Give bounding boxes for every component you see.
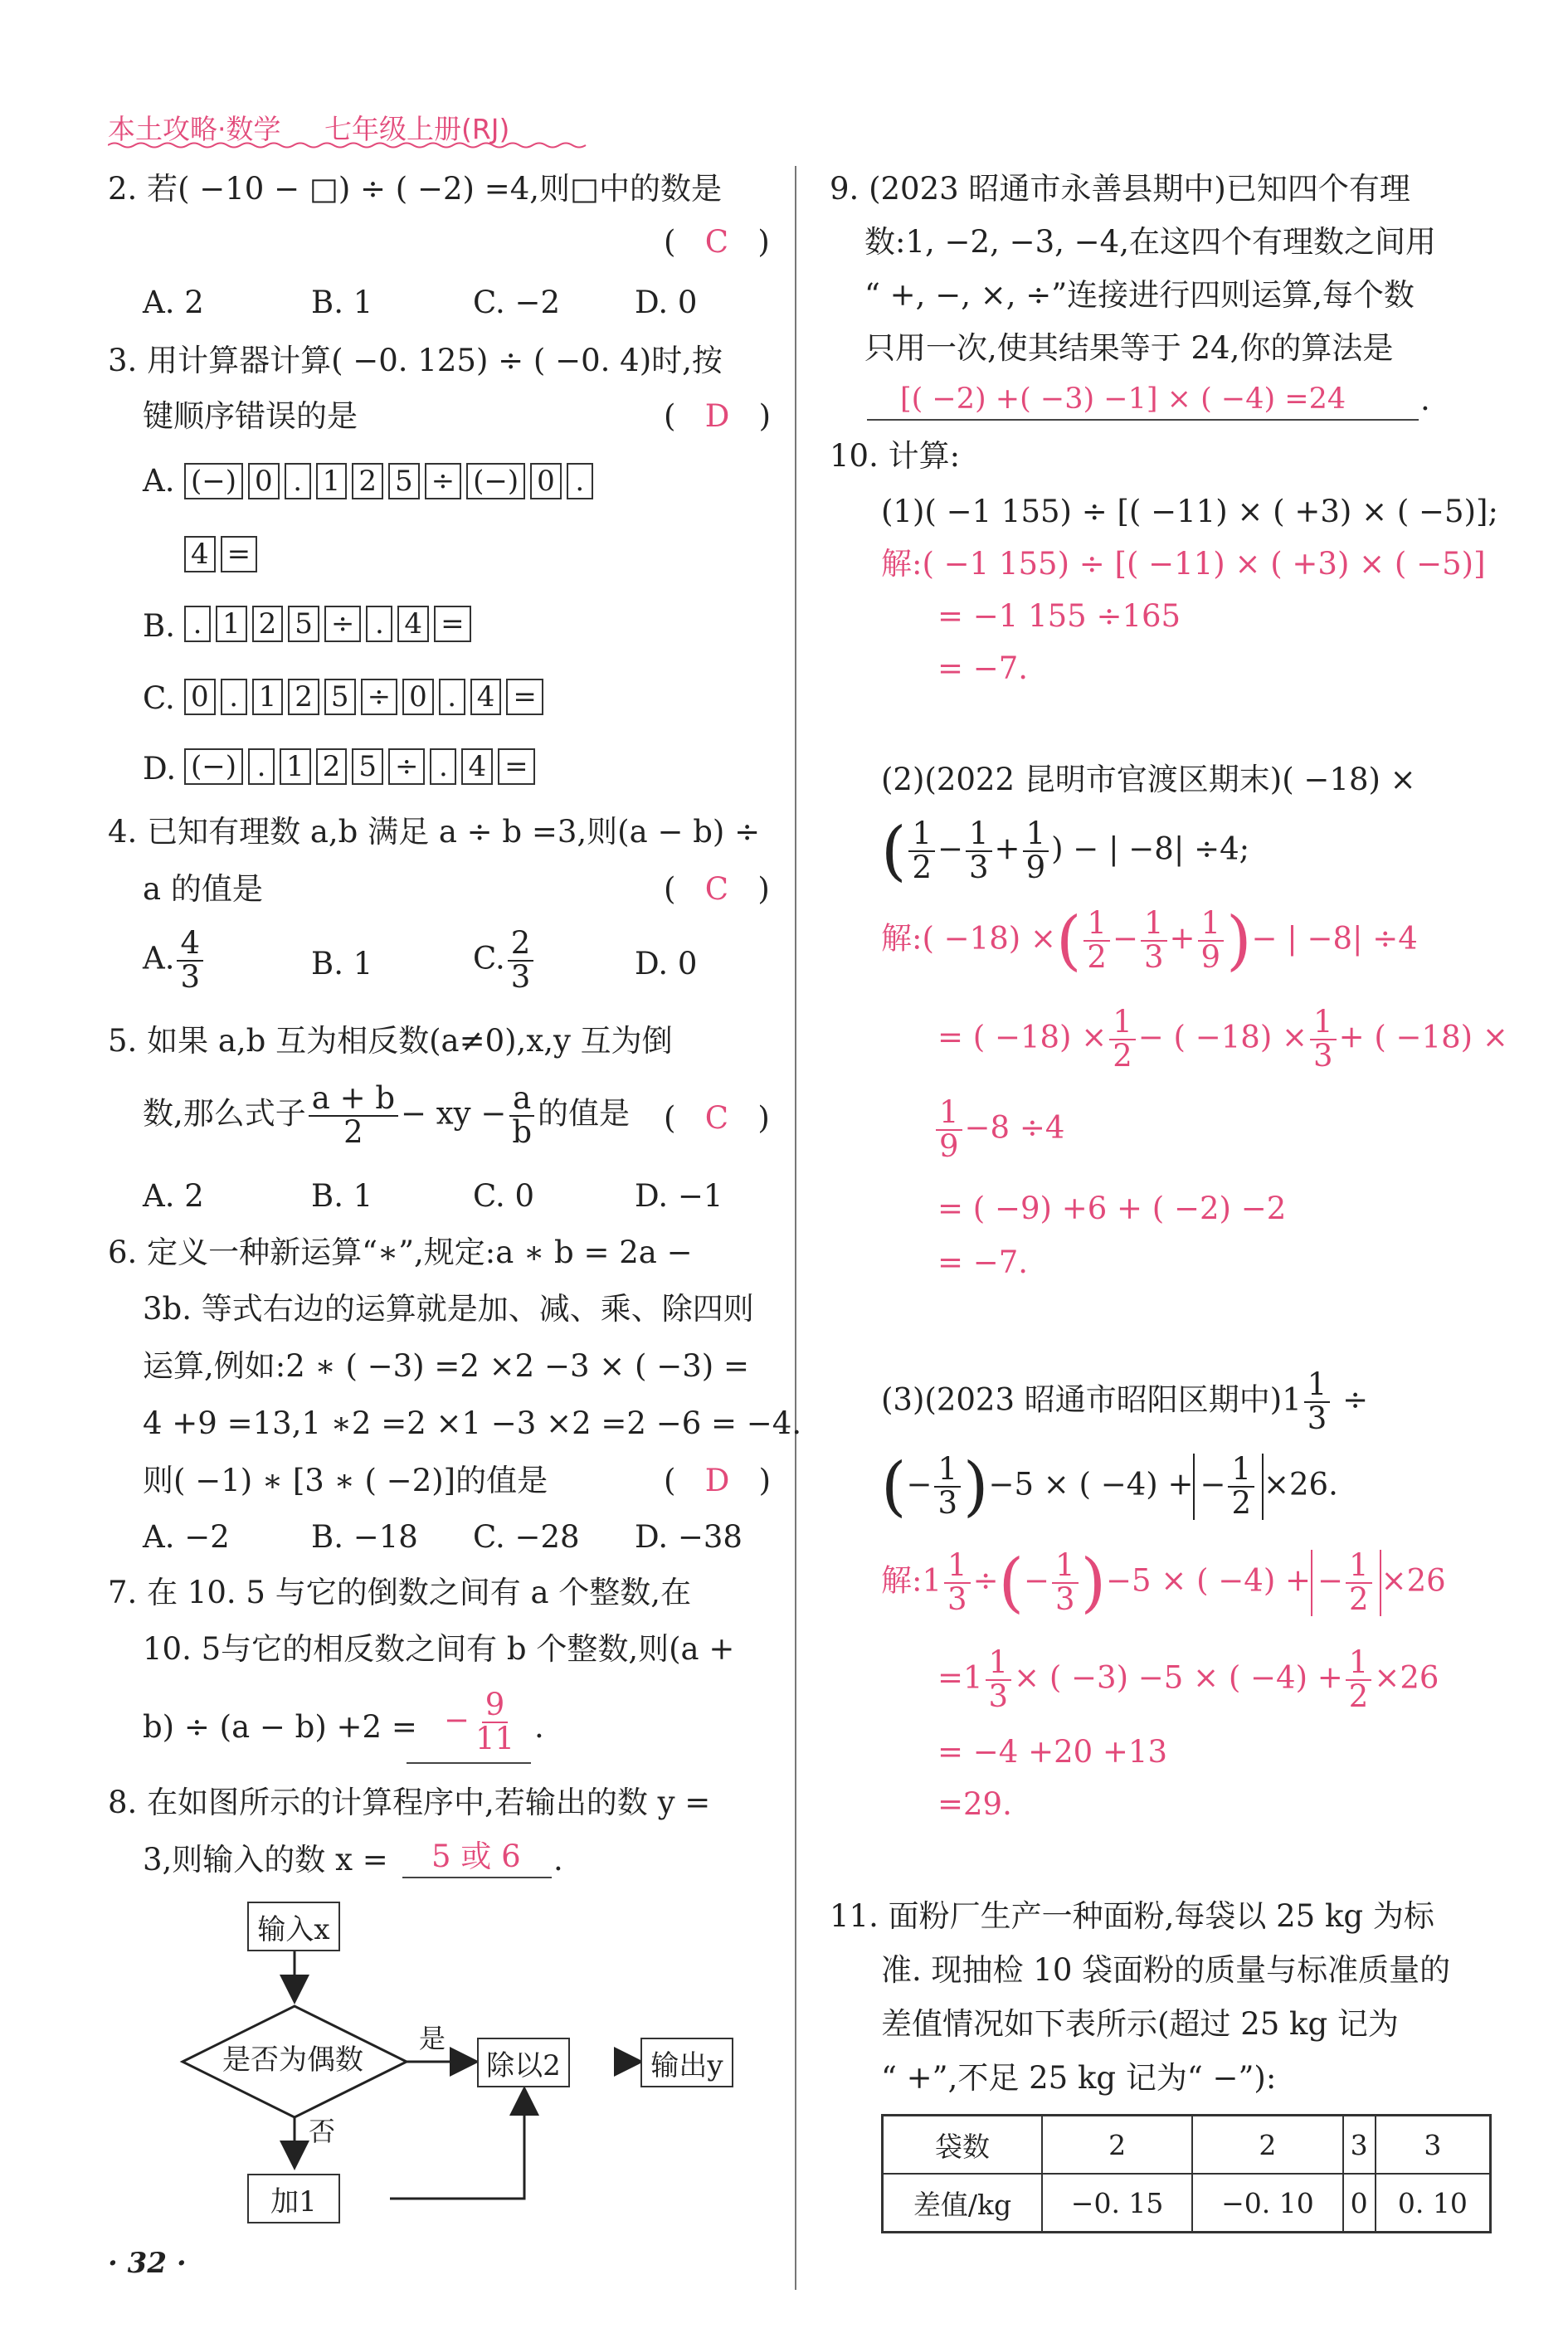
q6-line2: 3b. 等式右边的运算就是加、减、乘、除四则 — [143, 1291, 754, 1327]
header-wavy-line — [108, 141, 589, 149]
q11-line1: 11. 面粉厂生产一种面粉,每袋以 25 kg 为标 — [830, 1898, 1434, 1934]
fraction-numerator: 1 — [1198, 908, 1225, 942]
paren-open: ( — [881, 813, 907, 889]
q3-option-b-label: B. — [143, 608, 175, 644]
fraction-denominator: 2 — [1113, 1037, 1132, 1074]
q4-answer: C — [704, 871, 729, 907]
q3-option-c-keys — [184, 679, 543, 715]
q3-option-d-label: D. — [143, 751, 177, 787]
q6-option-b: B. −18 — [311, 1519, 418, 1555]
q5-option-a: A. 2 — [143, 1178, 204, 1214]
table-cell: −0. 10 — [1192, 2174, 1342, 2233]
q4-option-a — [143, 925, 206, 995]
fraction-numerator: 1 — [966, 818, 992, 852]
fraction-numerator: 1 — [1346, 1550, 1372, 1584]
solution-text: 解:( −18) × — [881, 920, 1056, 957]
flow-divide-box: 除以2 — [477, 2038, 570, 2087]
table-cell: 0. 10 — [1376, 2174, 1491, 2233]
calc-key: . — [366, 606, 392, 642]
calc-key: 0 — [184, 679, 216, 715]
fraction-denominator: 3 — [510, 958, 531, 995]
header-title: 本土攻略·数学 — [108, 113, 281, 145]
q2-option-b: B. 1 — [311, 285, 373, 320]
q11-line2: 准. 现抽检 10 袋面粉的质量与标准质量的 — [881, 1952, 1451, 1988]
solution-text: ×26 — [1381, 1562, 1446, 1599]
calc-key: 1 — [316, 463, 348, 499]
q7-line1: 7. 在 10. 5 与它的倒数之间有 a 个整数,在 — [108, 1575, 692, 1610]
calc-key: ÷ — [425, 463, 462, 499]
fraction-numerator: 1 — [1346, 1647, 1372, 1681]
solution-text: − ( −18) × — [1137, 1019, 1308, 1055]
calc-key: = — [506, 679, 543, 715]
q2-option-d: D. 0 — [635, 285, 698, 320]
flow-decision-label: 是否为偶数 — [222, 2043, 363, 2077]
q5-answer-slot: ( C ) — [664, 1100, 770, 1136]
q4-option-d: D. 0 — [635, 946, 698, 981]
calc-key: 4 — [184, 536, 216, 572]
solution-text: − | −8| ÷4 — [1251, 920, 1418, 957]
table-header-cell: 袋数 — [883, 2116, 1042, 2175]
q3-option-a-keys — [184, 463, 593, 499]
fraction-denominator: 2 — [1231, 1484, 1252, 1521]
fraction-denominator: 9 — [1025, 849, 1046, 885]
q9-line2: 数:1, −2, −3, −4,在这四个有理数之间用 — [864, 224, 1436, 260]
calc-key: ÷ — [361, 679, 398, 715]
q6-option-a: A. −2 — [143, 1519, 230, 1555]
calc-key: 0 — [530, 463, 562, 499]
calc-key: . — [285, 463, 311, 499]
calc-key: (−) — [466, 463, 525, 499]
fraction-numerator: a + b — [309, 1083, 398, 1117]
q2-answer-slot: ( C ) — [664, 224, 770, 260]
q8-line1: 8. 在如图所示的计算程序中,若输出的数 y = — [108, 1785, 711, 1820]
q6-answer-slot: ( D ) — [664, 1463, 772, 1498]
q10-p1-question: (1)( −1 155) ÷ [( −11) × ( +3) × ( −5)]; — [881, 494, 1498, 529]
q2-text: 2. 若( −10 − □) ÷ ( −2) =4,则□中的数是 — [108, 171, 722, 207]
q10-p2-solution-4: = ( −9) +6 + ( −2) −2 — [937, 1191, 1287, 1226]
fraction-numerator: 1 — [908, 818, 935, 852]
page-number: · 32 · — [108, 2247, 187, 2280]
table-cell: 2 — [1042, 2116, 1192, 2175]
flow-output-box: 输出y — [640, 2038, 733, 2087]
table-cell: 0 — [1343, 2174, 1376, 2233]
q3-option-a-label: A. — [143, 463, 175, 499]
calc-key: (−) — [184, 748, 243, 785]
calc-key: 2 — [352, 463, 383, 499]
q5-option-b: B. 1 — [311, 1178, 373, 1214]
fraction-numerator: 1 — [1023, 818, 1049, 852]
table-cell: 3 — [1376, 2116, 1491, 2175]
q5-option-c: C. 0 — [473, 1178, 535, 1214]
q5-text-b: 的值是 — [538, 1095, 631, 1132]
calc-key: 4 — [397, 606, 429, 642]
q7-answer-underline — [407, 1762, 531, 1764]
fraction-numerator: 1 — [1052, 1550, 1079, 1584]
calc-key: 4 — [470, 679, 502, 715]
divide-sign: ÷ — [1342, 1381, 1369, 1418]
solution-text: −5 × ( −4) + — [1106, 1562, 1312, 1599]
q7-tail: . — [534, 1709, 544, 1745]
q10-p3-solution-4: =29. — [937, 1786, 1012, 1822]
q8-tail: . — [553, 1842, 563, 1878]
calc-key: 0 — [248, 463, 280, 499]
fraction-denominator: 3 — [1143, 938, 1164, 975]
fraction-numerator: 1 — [1304, 1369, 1331, 1403]
solution-text: ×26 — [1374, 1659, 1439, 1696]
table-row — [883, 2116, 1491, 2175]
calc-key: . — [221, 679, 247, 715]
fraction-denominator: 9 — [1200, 938, 1221, 975]
question-text: ×26. — [1264, 1466, 1338, 1503]
calc-key: . — [567, 463, 593, 499]
flow-yes-label: 是 — [419, 2023, 446, 2054]
header-book: 七年级上册(RJ) — [324, 113, 510, 145]
q4-option-b: B. 1 — [311, 946, 373, 981]
table-row — [883, 2174, 1491, 2233]
q11-line4: “ +”,不足 25 kg 记为“ −”): — [881, 2060, 1277, 2096]
flow-input-box: 输入x — [247, 1902, 340, 1951]
minus-sign: − — [906, 1466, 933, 1503]
calc-key: 5 — [388, 463, 420, 499]
q3-line1: 3. 用计算器计算( −0. 125) ÷ ( −0. 4)时,按 — [108, 343, 723, 378]
fraction-numerator: 9 — [482, 1689, 509, 1723]
minus-sign: − — [1024, 1562, 1050, 1599]
q10-p2-solution-1: 解:( −18) ×( $\frac{1}{2}$ − $\frac{1}{3}$ + $\frac{1}{9}$ )− | −8| ÷4 — [881, 903, 1418, 978]
q10-p3-question — [881, 1366, 1369, 1436]
fraction-denominator: 2 — [343, 1113, 363, 1150]
q5-answer: C — [704, 1100, 729, 1136]
fraction-numerator: 1 — [1083, 908, 1110, 942]
calc-key: = — [498, 748, 535, 785]
fraction-numerator: 1 — [1141, 908, 1167, 942]
calc-key: 4 — [461, 748, 493, 785]
q10-p2-tail: ) − | −8| ÷4; — [1051, 830, 1250, 867]
fraction-numerator: 2 — [508, 928, 534, 962]
q3-answer: D — [704, 398, 730, 434]
q4-option-c-label: C. — [473, 940, 505, 977]
calc-key: = — [434, 606, 471, 642]
q10-title: 10. 计算: — [830, 438, 961, 474]
solution-text: −8 ÷4 — [964, 1109, 1065, 1146]
calc-key: . — [248, 748, 275, 785]
calc-key: 2 — [252, 606, 284, 642]
fraction-denominator: 11 — [475, 1720, 515, 1756]
table-header-cell: 差值/kg — [883, 2174, 1042, 2233]
flow-add-box: 加1 — [247, 2174, 340, 2223]
q3-answer-slot: ( D ) — [664, 398, 772, 434]
fraction-denominator: 3 — [1313, 1037, 1333, 1074]
q9-answer: [( −2) +( −3) −1] × ( −4) =24 — [900, 382, 1346, 416]
q5-option-d: D. −1 — [635, 1178, 723, 1214]
calc-key: (−) — [184, 463, 243, 499]
fraction-denominator: b — [512, 1113, 533, 1150]
solution-text: + ( −18) × — [1338, 1019, 1508, 1055]
q4-option-a-label: A. — [143, 940, 175, 977]
q10-p2-question: (2)(2022 昆明市官渡区期末)( −18) × — [881, 762, 1416, 797]
flow-no-label: 否 — [309, 2116, 336, 2147]
calc-key: 5 — [288, 606, 319, 642]
q9-line1: 9. (2023 昭通市永善县期中)已知四个有理 — [830, 171, 1410, 207]
q6-line5: 则( −1) ∗ [3 ∗ ( −2)]的值是 — [143, 1463, 548, 1498]
solution-text: =1 — [937, 1659, 983, 1696]
minus-sign: − — [1112, 920, 1138, 957]
calc-key: ÷ — [388, 748, 426, 785]
q3-option-d-keys — [184, 748, 535, 785]
arrow-loop — [390, 2091, 524, 2199]
q2-option-a: A. 2 — [143, 285, 204, 320]
fraction-numerator: a — [509, 1083, 534, 1117]
solution-text: = ( −18) × — [937, 1019, 1108, 1055]
q5-line2 — [143, 1080, 631, 1150]
q10-p1-solution-2: = −1 155 ÷165 — [937, 598, 1181, 634]
q10-p2-solution-3 — [933, 1094, 1065, 1164]
fraction-denominator: 2 — [1087, 938, 1107, 975]
fraction-denominator: 2 — [1349, 1580, 1369, 1617]
solution-text: × ( −3) −5 × ( −4) + — [1014, 1659, 1343, 1696]
q9-tail: . — [1420, 382, 1430, 417]
question-text: −5 × ( −4) + — [988, 1466, 1194, 1503]
q10-p2-question-2 — [881, 813, 1250, 889]
q6-line1: 6. 定义一种新运算“∗”,规定:a ∗ b = 2a − — [108, 1235, 693, 1270]
fraction-numerator: 1 — [936, 1097, 962, 1131]
table-cell: 3 — [1343, 2116, 1376, 2175]
fraction-numerator: 1 — [1310, 1006, 1337, 1040]
q8-answer-underline — [402, 1877, 552, 1878]
fraction-denominator: 3 — [1307, 1400, 1327, 1436]
q2-option-c: C. −2 — [473, 285, 561, 320]
calc-key: . — [430, 748, 456, 785]
q3-line2: 键顺序错误的是 — [143, 398, 358, 434]
calc-key: 5 — [324, 679, 356, 715]
minus-sign: − — [937, 830, 963, 867]
fraction-denominator: 3 — [180, 958, 201, 995]
q11-line3: 差值情况如下表所示(超过 25 kg 记为 — [881, 2006, 1399, 2042]
q9-answer-underline — [867, 419, 1419, 421]
q8-answer: 5 或 6 — [431, 1839, 521, 1874]
q6-option-d: D. −38 — [635, 1519, 743, 1555]
q4-line1: 4. 已知有理数 a,b 满足 a ÷ b =3,则(a − b) ÷ — [108, 814, 761, 850]
q5-text-a: 数,那么式子 — [143, 1095, 306, 1132]
q10-p1-solution-3: = −7. — [937, 650, 1029, 686]
fraction-numerator: 1 — [986, 1647, 1012, 1681]
q10-p3-solution-1: 解:1 $\frac{1}{3}$ ÷(− $\frac{1}{3}$ )−5 × ( −4) + − $\frac{1}{2}$ ×26 — [881, 1545, 1446, 1620]
calc-key: 2 — [316, 748, 348, 785]
calc-key: 5 — [352, 748, 383, 785]
q9-line4: 只用一次,使其结果等于 24,你的算法是 — [864, 330, 1394, 366]
divide-sign: ÷ — [972, 1562, 999, 1599]
fraction-denominator: 3 — [969, 849, 989, 885]
fraction-denominator: 9 — [939, 1128, 959, 1164]
q10-p1-solution-1: 解:( −1 155) ÷ [( −11) × ( +3) × ( −5)] — [881, 546, 1486, 582]
q6-line3: 运算,例如:2 ∗ ( −3) =2 ×2 −3 × ( −3) = — [143, 1348, 749, 1384]
minus-sign: − — [1200, 1466, 1226, 1503]
calc-key: . — [439, 679, 465, 715]
q2-answer: C — [704, 224, 729, 260]
q7-answer — [444, 1689, 520, 1756]
fraction-numerator: 1 — [1228, 1454, 1254, 1488]
q7-answer-sign: − — [444, 1702, 470, 1738]
calc-key: 1 — [252, 679, 284, 715]
q10-p2-solution-2 — [937, 1006, 1508, 1073]
calc-key: = — [221, 536, 258, 572]
fraction-denominator: 3 — [947, 1580, 967, 1617]
fraction-numerator: 1 — [1109, 1006, 1136, 1040]
q8-line2: 3,则输入的数 x = — [143, 1842, 388, 1878]
q10-p3-solution-2 — [937, 1644, 1439, 1714]
calc-key: 2 — [288, 679, 319, 715]
q9-line3: “ +, −, ×, ÷”连接进行四则运算,每个数 — [864, 277, 1415, 313]
q10-p3-question-2: (− $\frac{1}{3}$ )−5 × ( −4) + − $\frac{1}{2}$ ×26. — [881, 1449, 1338, 1524]
q3-option-c-label: C. — [143, 680, 175, 716]
fraction-denominator: 2 — [1348, 1678, 1369, 1714]
q11-data-table — [881, 2114, 1492, 2233]
table-cell: 2 — [1192, 2116, 1342, 2175]
fraction-denominator: 2 — [912, 849, 932, 885]
q4-option-c — [473, 925, 536, 995]
q7-line3: b) ÷ (a − b) +2 = — [143, 1709, 417, 1745]
calc-key: 0 — [402, 679, 434, 715]
fraction-numerator: 1 — [934, 1454, 961, 1488]
q10-p3-solution-3: = −4 +20 +13 — [937, 1734, 1167, 1770]
calc-key: ÷ — [324, 606, 362, 642]
calc-key: 1 — [216, 606, 247, 642]
q3-option-b-keys — [184, 606, 471, 642]
minus-sign: − — [1317, 1562, 1344, 1599]
q4-line2: a 的值是 — [143, 871, 263, 907]
q10-p2-solution-5: = −7. — [937, 1244, 1029, 1280]
plus-sign: + — [994, 830, 1020, 867]
fraction-denominator: 3 — [988, 1678, 1009, 1714]
q7-line2: 10. 5与它的相反数之间有 b 个整数,则(a + — [143, 1631, 735, 1667]
table-cell: −0. 15 — [1042, 2174, 1192, 2233]
q3-option-a-keys-2 — [184, 536, 257, 572]
question-text: (3)(2023 昭通市昭阳区期中)1 — [881, 1381, 1302, 1418]
fraction-denominator: 3 — [1055, 1580, 1075, 1617]
q6-option-c: C. −28 — [473, 1519, 580, 1555]
q4-answer-slot: ( C ) — [664, 871, 770, 907]
fraction-denominator: 3 — [937, 1484, 957, 1521]
q6-answer: D — [704, 1463, 730, 1498]
q5-line1: 5. 如果 a,b 互为相反数(a≠0),x,y 互为倒 — [108, 1023, 673, 1059]
plus-sign: + — [1169, 920, 1195, 957]
solution-text: 解:1 — [881, 1562, 942, 1599]
q6-line4: 4 +9 =13,1 ∗2 =2 ×1 −3 ×2 =2 −6 = −4. — [143, 1405, 802, 1441]
fraction-numerator: 1 — [944, 1550, 971, 1584]
q5-text-mid: − xy − — [401, 1095, 507, 1132]
calc-key: . — [184, 606, 211, 642]
column-divider — [795, 166, 796, 2290]
calc-key: 1 — [280, 748, 311, 785]
fraction-numerator: 4 — [177, 928, 203, 962]
